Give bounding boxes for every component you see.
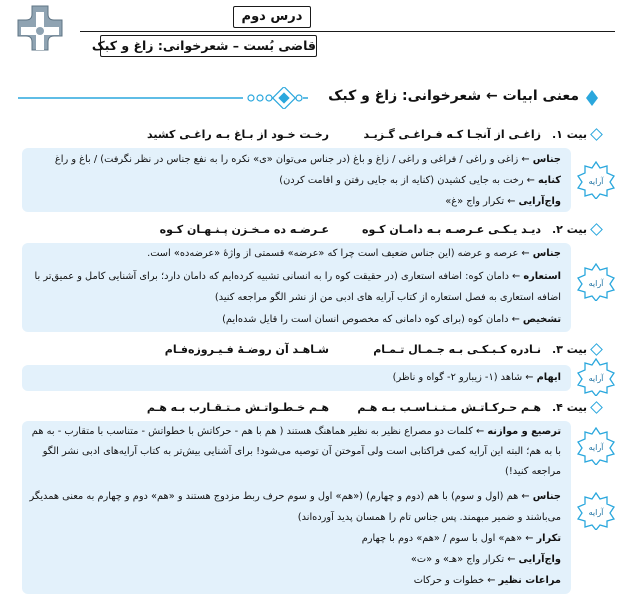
- arayeh-badge-icon: [577, 161, 615, 199]
- explanation-line: جناس ← عرصه و عرضه (این جناس ضعیف است چرا که «عرضه» قسمتی از واژهٔ «عرضه‌ده» است.: [147, 248, 561, 259]
- lesson-label: درس دوم: [233, 6, 311, 28]
- arayeh-badge-icon: [577, 358, 615, 396]
- explanation-line: می‌باشند و ضمیر مبهمند. پس جناس تام را همسان پدید آورده‌اند): [297, 512, 561, 523]
- lesson-title: قاضی بُست – شعرخوانی: زاغ و کبک: [100, 35, 317, 57]
- explanation-line: تکرار ← «هم» اول با سوم / «هم» دوم با چهارم: [361, 533, 561, 544]
- badge-label: آرایه: [588, 508, 604, 517]
- cross-ornament-icon: [9, 2, 71, 62]
- verse-bullet-icon: [590, 401, 603, 414]
- verse-row: [20, 398, 601, 418]
- verse-number: بیت ۲.: [551, 223, 587, 236]
- verse-hemistich-1: زاغـی از آنجـا کـه فـراغـی گـزیـد: [363, 128, 541, 141]
- explanation-line: تشخیص ← دامان کوه (برای کوه دامانی که مخصوص انسان است را قایل شده‌ایم): [222, 314, 561, 325]
- arayeh-badge-icon: [577, 492, 615, 530]
- verse-hemistich-1: دیـد یـکـی عـرصـه بـه دامـان کـوه: [361, 223, 541, 236]
- explanation-line: جناس ← زاغی و راغی / فراغی و راغی / زاغ و باغ (در جناس می‌توان «ی» نکره را به نفع جناس در نظر نگرفت) / باغ و راغ: [54, 154, 561, 165]
- verse-hemistich-1: نـادره کـبـکـی بـه جـمـال تـمـام: [373, 343, 541, 356]
- badge-label: آرایه: [588, 279, 604, 288]
- explanation-line: کنایه ← رخت به جایی کشیدن (کنایه از به جایی رفتن و اقامت کردن): [279, 175, 561, 186]
- verse-number: بیت ۴.: [551, 401, 587, 414]
- explanation-line: ایهام ← شاهد (۱- زیبارو ۲- گواه و ناظر): [392, 372, 561, 383]
- verse-hemistich-2: هـم خـطـواتـش مـتـقـارب بـه هـم: [146, 401, 329, 414]
- verse-row: [20, 220, 601, 240]
- verse-bullet-icon: [590, 128, 603, 141]
- explanation-line: واج‌آرایی ← تکرار واج «هـ» و «ت»: [410, 554, 561, 565]
- explanation-line: جناس ← هم (اول و سوم) با هم (دوم و چهارم) («هم» اول و سوم حرف ربط مزدوج هستند و «هم» دوم و چهارم به معنی همدیگر: [29, 491, 561, 502]
- section-title-row: [0, 86, 621, 110]
- verse-number: بیت ۳.: [551, 343, 587, 356]
- arayeh-badge-icon: [577, 263, 615, 301]
- verse-hemistich-2: رخـت خـود از بـاغ بـه راغـی کشید: [146, 128, 329, 141]
- verse-row: [20, 340, 601, 360]
- explanation-line: ترصیع و موازنه ← کلمات دو مصراع نظیر به نظیر هماهنگ هستند ( هم با هم - حرکاتش با خطواتش - متناسب با متقارب - به هم: [31, 426, 561, 437]
- section-title: معنی ابیات ← شعرخوانی: زاغ و کبک: [328, 88, 579, 104]
- verse-bullet-icon: [590, 223, 603, 236]
- explanation-line: با به هم؛ البته این آرایه کمی فراکتابی است ولی آموختن آن توصیه می‌شود! برای آشنایی بیش‌تر به کتاب آرایه‌های ادبی نشر الگو: [42, 446, 561, 457]
- explanation-line: اضافه استعاری به فصل استعاره از کتاب آرایه های ادبی من از نشر الگو مراجعه کنید): [214, 292, 561, 303]
- verse-hemistich-1: هـم حـرکـاتـش مـتـنـاسـب بـه هـم: [357, 401, 541, 414]
- badge-label: آرایه: [588, 443, 604, 452]
- verse-hemistich-2: شـاهـد آن روضـهٔ فـیـروزه‌فـام: [164, 343, 329, 356]
- verse-hemistich-2: عـرضـه ده مـخـزن پـنـهـان کـوه: [159, 223, 329, 236]
- verse-row: [20, 125, 601, 145]
- explanation-line: استعاره ← دامان کوه: اضافه استعاری (در حقیقت کوه را به انسانی تشبیه کرده‌ایم که دامان دارد؛ برای آشنایی کامل و عمیق‌تر با: [34, 271, 561, 282]
- explanation-line: واج‌آرایی ← تکرار واج «غ»: [445, 196, 561, 207]
- explanation-line: مراجعه کنید!): [505, 466, 561, 477]
- explanation-line: مراعات نظیر ← خطوات و حرکات: [413, 575, 561, 586]
- verse-bullet-icon: [590, 343, 603, 356]
- section-divider-ornament-icon: [18, 87, 308, 109]
- verse-number: بیت ۱.: [551, 128, 587, 141]
- badge-label: آرایه: [588, 374, 604, 383]
- badge-label: آرایه: [588, 177, 604, 186]
- section-bullet-icon: [585, 90, 599, 106]
- arayeh-badge-icon: [577, 427, 615, 465]
